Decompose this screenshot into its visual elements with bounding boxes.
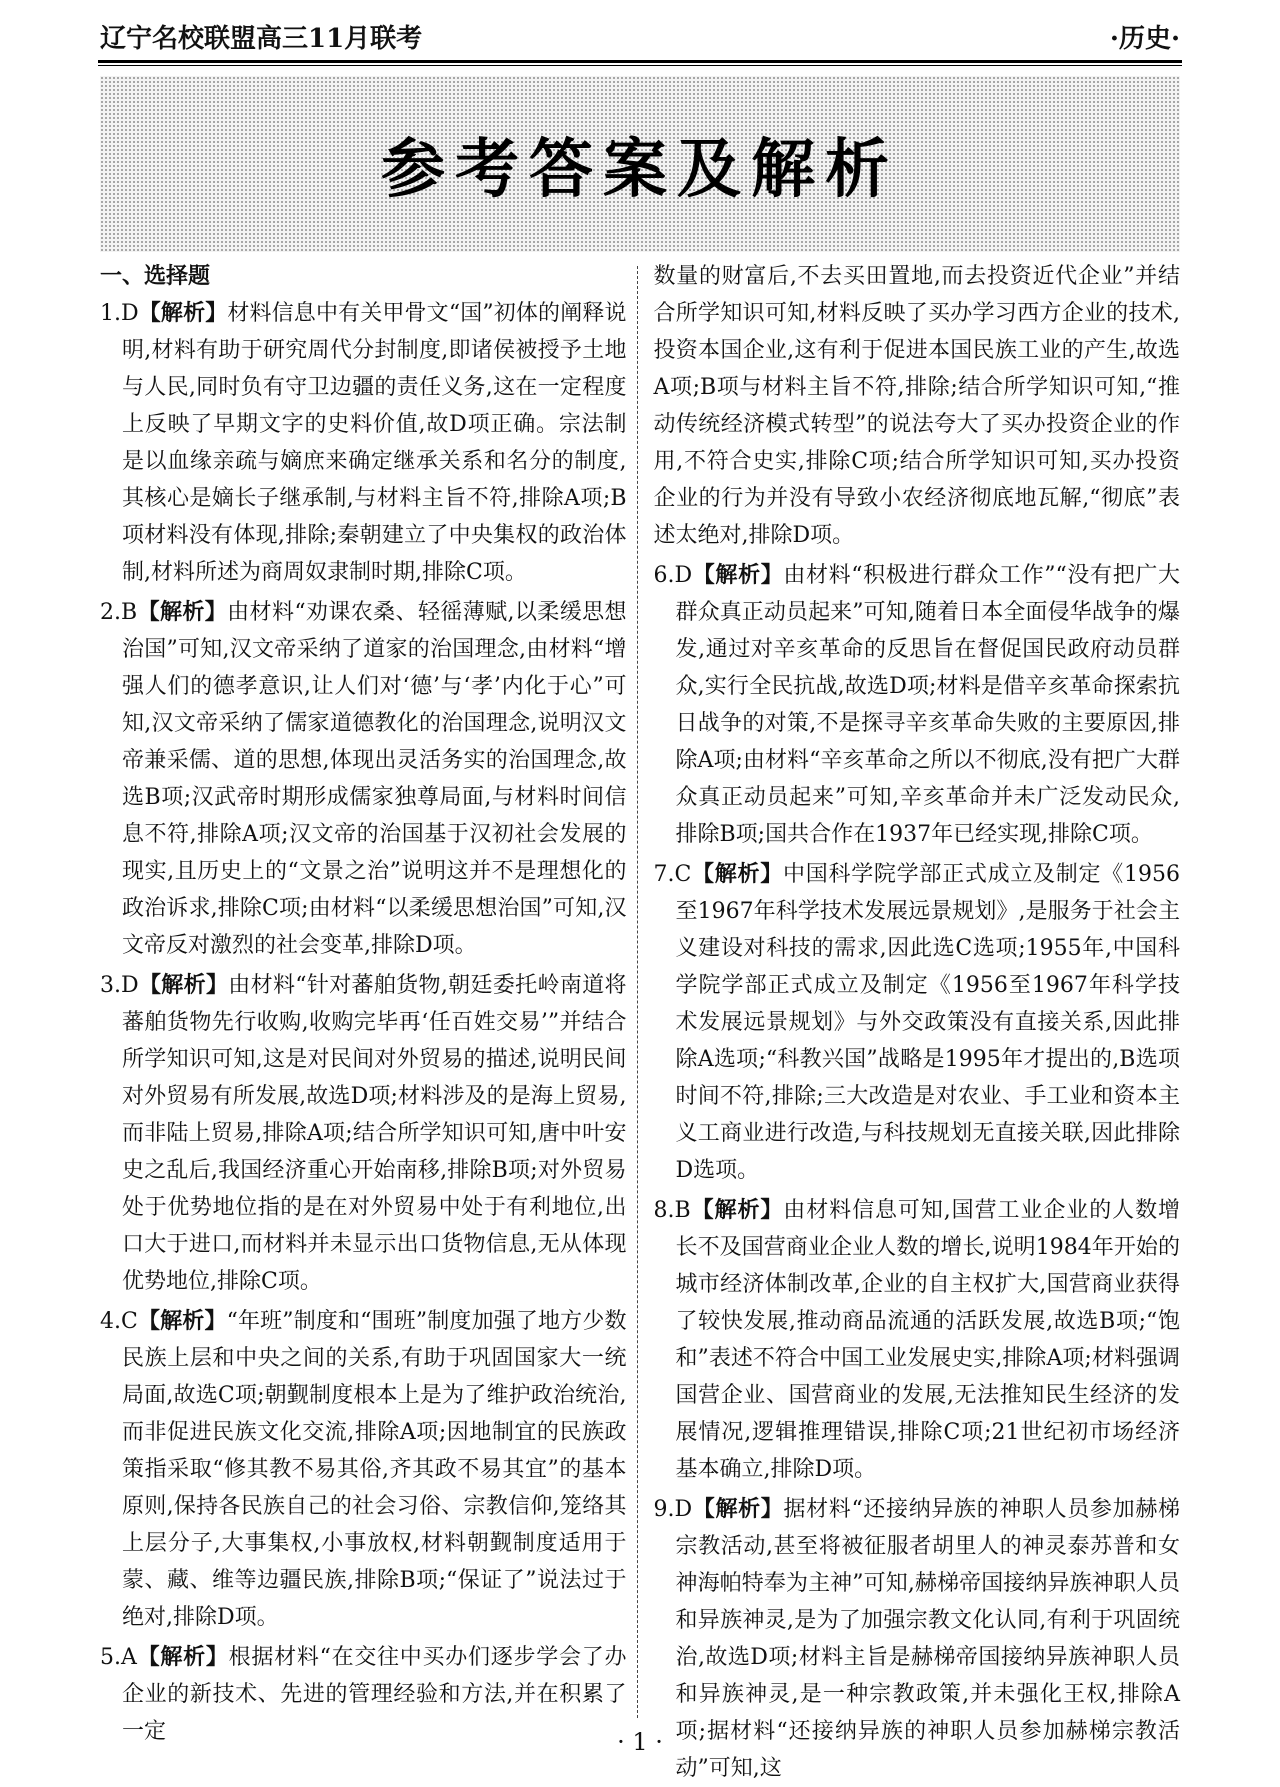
page-header	[100, 14, 1180, 58]
header-right: ·历史·	[1109, 23, 1180, 54]
answer-number: 3.D	[100, 973, 139, 998]
answer-number: 5.A	[100, 1645, 137, 1670]
section-title: 一、选择题	[100, 263, 211, 289]
left-column	[100, 258, 637, 1744]
answer-number: 4.C	[100, 1309, 138, 1334]
analysis-tag: 【解析】	[690, 1197, 784, 1223]
header-rule-thin	[98, 65, 1182, 66]
analysis-text: 材料信息中有关甲骨文“国”初体的阐释说明,材料有助于研究周代分封制度,即诸侯被授予土地与人民,同时负有守卫边疆的责任义务,这在一定程度上反映了早期文字的史料价值,故D项正确。宗法制是以血缘亲疏与嫡庶来确定继承关系和名分的制度,其核心是嫡长子继承制,与材料主旨不符,排除A项;B项材料没有体现,排除;秦朝建立了中央集权的政治体制,材料所述为商周奴隶制时期,排除C项。	[122, 301, 627, 585]
left-item-list	[100, 295, 627, 1750]
analysis-tag: 【解析】	[138, 300, 228, 326]
answer-item	[100, 967, 627, 1300]
analysis-tag: 【解析】	[692, 1496, 784, 1522]
answer-item	[654, 856, 1181, 1189]
analysis-tag: 【解析】	[692, 562, 784, 588]
answer-number: 7.C	[653, 862, 692, 887]
analysis-text: 根据材料“在交往中买办们逐步学会了办企业的新技术、先进的管理经验和方法,并在积累了一定	[122, 1645, 627, 1744]
title-banner	[100, 76, 1180, 252]
page-number: · 1 ·	[617, 1728, 663, 1756]
right-column	[638, 258, 1181, 1781]
right-item-list	[654, 557, 1181, 1787]
analysis-text: “年班”制度和“围班”制度加强了地方少数民族上层和中央之间的关系,有助于巩固国家大一统局面,故选C项;朝觐制度根本上是为了维护政治统治,而非促进民族文化交流,排除A项;因地制宜的民族政策指采取“修其教不易其俗,齐其政不易其宜”的基本原则,保持各民族自己的社会习俗、宗教信仰,笼络其上层分子,大事集权,小事放权,材料朝觐制度适用于蒙、藏、维等边疆民族,排除B项;“保证了”说法过于绝对,排除D项。	[122, 1309, 627, 1630]
answer-item	[100, 594, 627, 964]
answer-number: 1.D	[100, 301, 139, 326]
answer-item	[100, 1303, 627, 1636]
answer-item	[100, 295, 627, 591]
analysis-text: 由材料“积极进行群众工作”“没有把广大群众真正动员起来”可知,随着日本全面侵华战争的爆发,通过对辛亥革命的反思旨在督促国民政府动员群众,实行全民抗战,故选D项;材料是借辛亥革命探索抗日战争的对策,不是探寻辛亥革命失败的主要原因,排除A项;由材料“辛亥革命之所以不彻底,没有把广大群众真正动员起来”可知,辛亥革命并未广泛发动民众,排除B项;国共合作在1937年已经实现,排除C项。	[675, 563, 1180, 847]
analysis-tag: 【解析】	[138, 972, 229, 998]
analysis-tag: 【解析】	[691, 861, 783, 887]
answer-item	[654, 557, 1181, 853]
content-columns	[100, 258, 1180, 1781]
page-title: 参考答案及解析	[381, 133, 899, 207]
analysis-text: 中国科学院学部正式成立及制定《1956至1967年科学技术发展远景规划》,是服务于社会主义建设对科技的需求,因此选C选项;1955年,中国科学院学部正式成立及制定《1956至1967年科学技术发展远景规划》与外交政策没有直接关系,因此排除A选项;“科教兴国”战略是1995年才提出的,B选项时间不符,排除;三大改造是对农业、手工业和资本主义工商业进行改造,与科技规划无直接关联,因此排除D选项。	[675, 862, 1180, 1183]
analysis-text: 由材料信息可知,国营工业企业的人数增长不及国营商业企业人数的增长,说明1984年开始的城市经济体制改革,企业的自主权扩大,国营商业获得了较快发展,推动商品流通的活跃发展,故选B项;“饱和”表述不符合中国工业发展史实,排除A项;材料强调国营企业、国营商业的发展,无法推知民生经济的发展情况,逻辑推理错误,排除C项;21世纪初市场经济基本确立,排除D项。	[675, 1198, 1180, 1482]
answer-item	[654, 1192, 1181, 1488]
analysis-tag: 【解析】	[137, 1308, 227, 1334]
answer-number: 6.D	[653, 563, 693, 588]
analysis-tag: 【解析】	[137, 599, 228, 625]
answer-number: 9.D	[653, 1497, 693, 1522]
analysis-text: 由材料“针对蕃舶货物,朝廷委托岭南道将蕃舶货物先行收购,收购完毕再‘任百姓交易’”并结合所学知识可知,这是对民间对外贸易的描述,说明民间对外贸易有所发展,故选D项;材料涉及的是海上贸易,而非陆上贸易,排除A项;结合所学知识可知,唐中叶安史之乱后,我国经济重心开始南移,排除B项;对外贸易处于优势地位指的是在对外贸易中处于有利地位,出口大于进口,而材料并未显示出口货物信息,无从体现优势地位,排除C项。	[122, 973, 627, 1294]
header-rule	[98, 60, 1182, 63]
analysis-text: 据材料“还接纳异族的神职人员参加赫梯宗教活动,甚至将被征服者胡里人的神灵泰苏普和女神海帕特奉为主神”可知,赫梯帝国接纳异族神职人员和异族神灵,是为了加强宗教文化认同,有利于巩固统治,故选D项;材料主旨是赫梯帝国接纳异族神职人员和异族神灵,是一种宗教政策,并未强化王权,排除A项;据材料“还接纳异族的神职人员参加赫梯宗教活动”可知,这	[675, 1497, 1180, 1781]
answer-number: 8.B	[653, 1198, 691, 1223]
analysis-tag: 【解析】	[136, 1644, 229, 1670]
answer-number: 2.B	[100, 600, 138, 625]
analysis-text: 由材料“劝课农桑、轻徭薄赋,以柔缓思想治国”可知,汉文帝采纳了道家的治国理念,由材料“增强人们的德孝意识,让人们对‘德’与‘孝’内化于心”可知,汉文帝采纳了儒家道德教化的治国理念,说明汉文帝兼采儒、道的思想,体现出灵活务实的治国理念,故选B项;汉武帝时期形成儒家独尊局面,与材料时间信息不符,排除A项;汉文帝的治国基于汉初社会发展的现实,且历史上的“文景之治”说明这并不是理想化的政治诉求,排除C项;由材料“以柔缓思想治国”可知,汉文帝反对激烈的社会变革,排除D项。	[122, 600, 627, 958]
continued-paragraph: 数量的财富后,不去买田置地,而去投资近代企业”并结合所学知识可知,材料反映了买办学习西方企业的技术,投资本国企业,这有利于促进本国民族工业的产生,故选A项;B项与材料主旨不符,排除;结合所学知识可知,“推动传统经济模式转型”的说法夸大了买办投资企业的作用,不符合史实,排除C项;结合所学知识可知,买办投资企业的行为并没有导致小农经济彻底地瓦解,“彻底”表述太绝对,排除D项。	[653, 264, 1180, 548]
header-left: 辽宁名校联盟高三11月联考	[100, 23, 423, 54]
